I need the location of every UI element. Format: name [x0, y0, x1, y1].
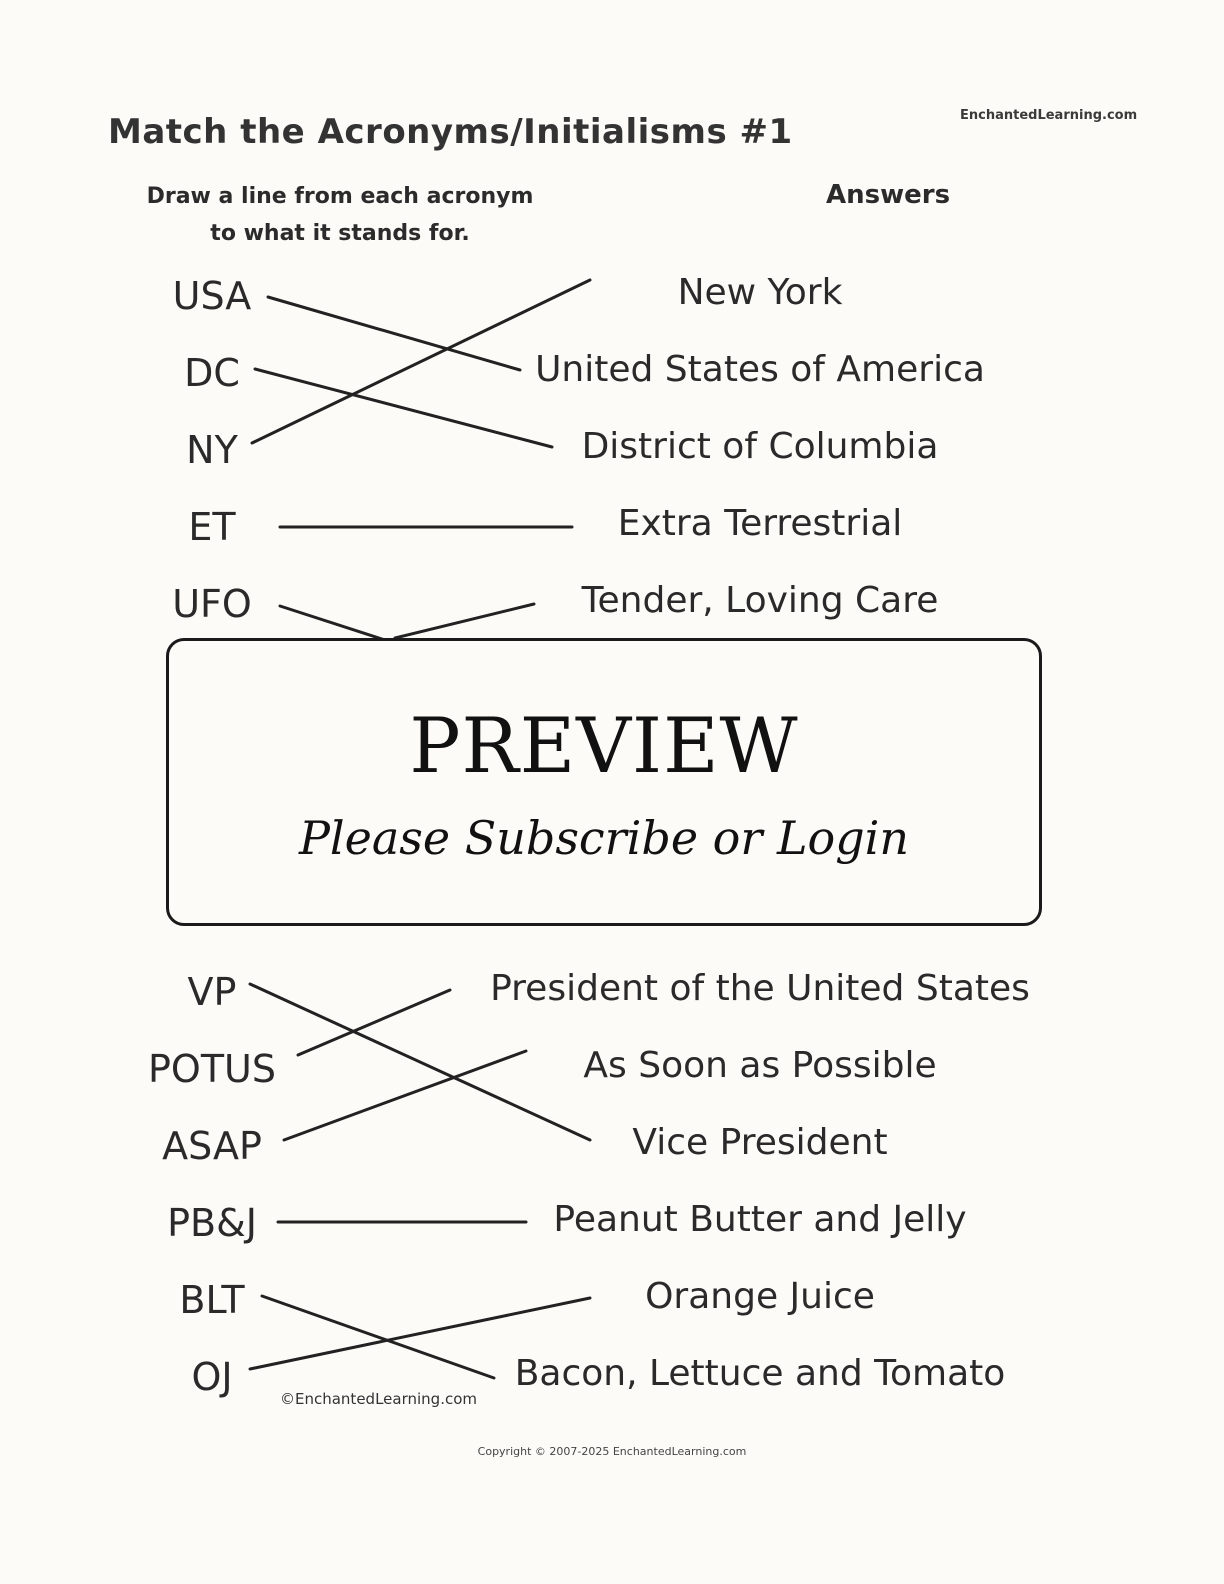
acronym-ufo: UFO [172, 582, 252, 626]
line-blt-to-blt [262, 1296, 494, 1378]
acronym-dc: DC [184, 351, 240, 395]
meaning-president-of-the-united-states: President of the United States [490, 968, 1030, 1009]
line-vp-to-vice-president [250, 984, 590, 1140]
line-ufo-left [280, 606, 385, 640]
inner-copyright: ©EnchantedLearning.com [280, 1390, 477, 1408]
preview-title: PREVIEW [409, 701, 799, 790]
acronym-blt: BLT [179, 1278, 245, 1322]
site-brand[interactable]: EnchantedLearning.com [960, 108, 1138, 123]
meaning-new-york: New York [677, 272, 843, 313]
meaning-peanut-butter-and-jelly: Peanut Butter and Jelly [553, 1199, 967, 1240]
footer-copyright: Copyright © 2007-2025 EnchantedLearning.com [477, 1445, 747, 1458]
meaning-tender-loving-care: Tender, Loving Care [581, 580, 939, 621]
acronym-potus: POTUS [148, 1047, 276, 1091]
acronym-oj: OJ [191, 1355, 233, 1399]
instructions-line-2: to what it stands for. [210, 221, 470, 246]
acronym-asap: ASAP [162, 1124, 262, 1168]
preview-subtitle[interactable]: Please Subscribe or Login [298, 811, 910, 865]
meaning-orange-juice: Orange Juice [645, 1276, 875, 1317]
acronym-et: ET [188, 505, 236, 549]
page-title: Match the Acronyms/Initialisms #1 [108, 112, 793, 152]
instructions-line-1: Draw a line from each acronym [146, 184, 534, 209]
line-potus-to-potus [298, 990, 450, 1055]
acronym-vp: VP [187, 970, 237, 1014]
meaning-district-of-columbia: District of Columbia [581, 426, 939, 467]
meaning-united-states-of-america: United States of America [535, 349, 985, 390]
answers-label: Answers [826, 180, 951, 210]
meaning-as-soon-as-possible: As Soon as Possible [583, 1045, 937, 1086]
meaning-vice-president: Vice President [632, 1122, 888, 1163]
preview-overlay[interactable] [166, 638, 1042, 926]
line-ufo-right [395, 604, 534, 638]
line-ny-to-new-york [252, 280, 590, 443]
acronym-pbj: PB&J [167, 1201, 257, 1245]
meaning-bacon-lettuce-and-tomato: Bacon, Lettuce and Tomato [514, 1353, 1006, 1394]
meaning-extra-terrestrial: Extra Terrestrial [617, 503, 903, 544]
line-dc-to-dc [255, 369, 552, 447]
acronym-usa: USA [172, 274, 252, 318]
acronym-ny: NY [186, 428, 238, 472]
